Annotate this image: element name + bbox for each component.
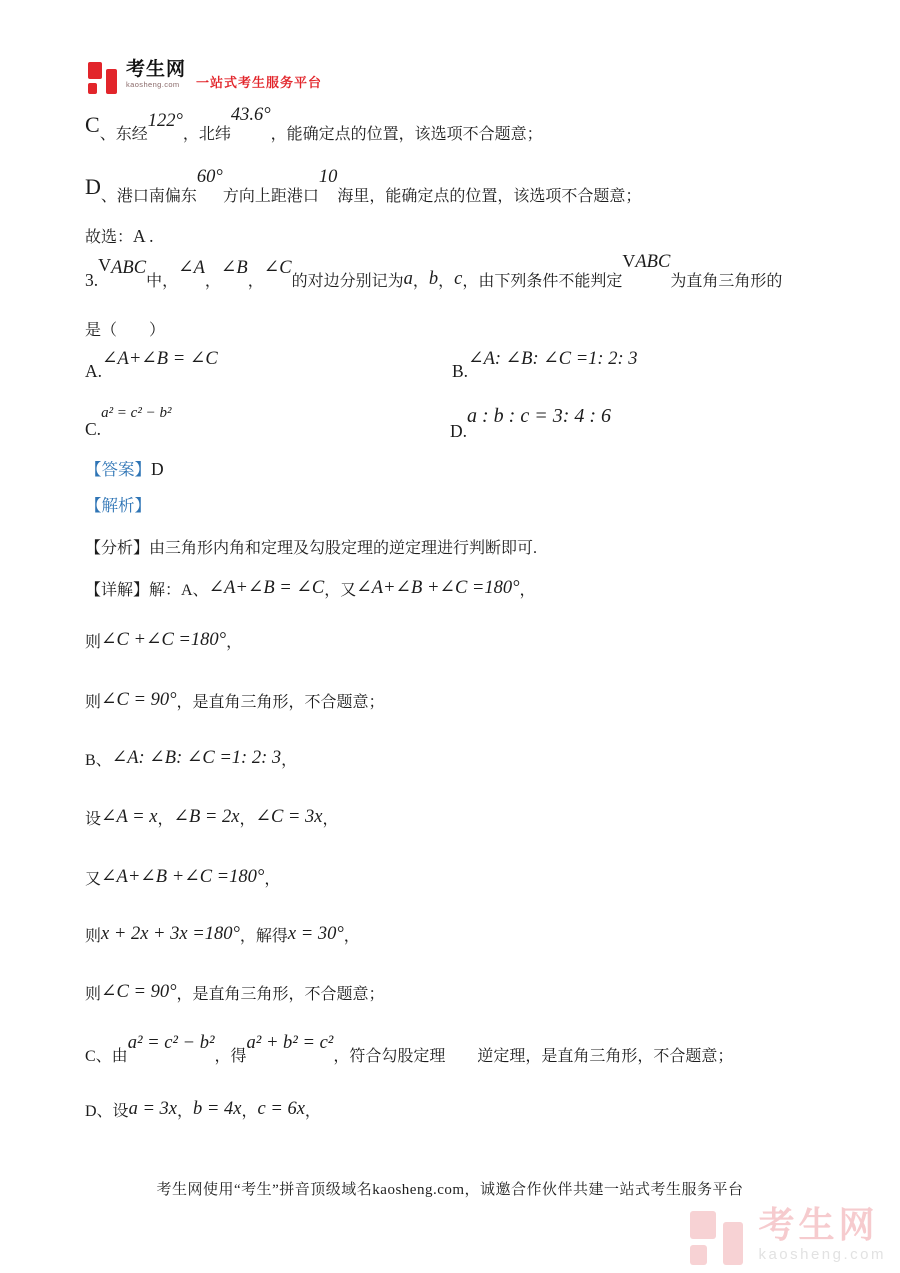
text-segment: ∠A = x <box>101 807 158 827</box>
text-segment: D <box>151 459 164 479</box>
choice-a <box>85 349 218 385</box>
choice-c <box>85 405 172 442</box>
text-segment: B、 <box>85 752 112 769</box>
detail-line <box>85 1033 734 1069</box>
text-segment: 【解析】 <box>85 496 151 515</box>
text-segment: D、设 <box>85 1103 129 1120</box>
text-segment: 【详解】解：A、 <box>85 582 209 599</box>
text-segment: 、东经 <box>99 126 148 143</box>
text-segment: ，是直角三角形，不合题意； <box>176 986 385 1003</box>
text-segment: ， <box>239 811 256 828</box>
text-segment: ∠C = 90° <box>101 982 177 1002</box>
text-segment: 则 <box>85 986 102 1003</box>
text-segment: 逆定理，是直角三角形，不合题意； <box>477 1048 734 1065</box>
text-segment: c <box>454 269 463 289</box>
text-segment: ， <box>177 1103 194 1120</box>
text-segment: ，是直角三角形，不合题意； <box>176 694 385 711</box>
watermark-block-icon <box>690 1211 716 1239</box>
kaosheng-logo-icon <box>88 60 120 96</box>
text-segment: ， <box>247 273 264 290</box>
watermark-block-icon <box>690 1245 707 1265</box>
kaosheng-watermark <box>690 1204 886 1269</box>
text-segment: a = 3x <box>128 1099 178 1119</box>
text-segment: A. <box>85 361 103 381</box>
text-segment: b = 4x <box>193 1099 242 1119</box>
text-segment: C. <box>85 419 102 439</box>
text-segment: ，能确定点的位置，该选项不合题意； <box>270 126 543 143</box>
kaosheng-logo <box>88 60 322 96</box>
answer-line <box>85 458 164 482</box>
text-segment: ∠A: ∠B: ∠C =1: 2: 3 <box>111 748 282 768</box>
text-segment: ∠C = 90° <box>101 690 177 710</box>
question-3-prompt <box>85 320 165 342</box>
text-segment: ∠C = 3x <box>255 807 323 827</box>
text-segment: b <box>428 269 439 289</box>
text-segment: x + 2x + 3x =180° <box>101 924 240 944</box>
text-segment: ， <box>226 634 243 651</box>
text-segment: 则 <box>85 634 102 651</box>
choice-b <box>452 349 638 385</box>
text-segment: ， <box>264 871 281 888</box>
text-segment: ， <box>322 811 339 828</box>
text-segment: 60° <box>196 167 223 187</box>
text-segment: ∠A <box>178 258 205 278</box>
text-segment: 故选： <box>85 229 134 246</box>
watermark-block-icon <box>723 1222 743 1265</box>
logo-block-icon <box>88 62 102 79</box>
watermark-name: 考生网 <box>758 1204 879 1245</box>
text-segment: 又 <box>85 871 102 888</box>
text-segment: ∠C +∠C =180° <box>101 630 227 650</box>
text-segment: a² + b² = c² <box>246 1033 334 1053</box>
text-segment: a² = c² − b² <box>101 405 172 421</box>
detail-line <box>85 748 297 773</box>
text-segment: ∠C <box>263 258 292 278</box>
detail-line <box>85 1099 321 1124</box>
text-segment: ，又 <box>324 582 357 599</box>
text-segment: a <box>403 269 413 289</box>
text-segment: A . <box>133 226 154 246</box>
text-segment <box>445 1046 477 1068</box>
watermark-text <box>758 1204 886 1263</box>
text-segment: 122° <box>147 111 183 131</box>
text-segment: 海里，能确定点的位置，该选项不合题意； <box>337 188 642 205</box>
conclusion-line <box>85 225 153 249</box>
watermark-domain: kaosheng.com <box>758 1246 886 1263</box>
text-segment: V <box>622 251 636 271</box>
text-segment: ，由下列条件不能判定 <box>462 273 623 290</box>
text-segment: ， <box>241 1103 258 1120</box>
text-segment: ∠A+∠B +∠C =180° <box>356 578 520 598</box>
text-segment: ，北纬 <box>182 126 231 143</box>
text-segment: 的对边分别记为 <box>291 273 404 290</box>
text-segment: 方向上距港口 <box>222 188 319 205</box>
text-segment: ABC <box>111 258 147 278</box>
text-segment: C、由 <box>85 1048 128 1065</box>
logo-block-icon <box>88 83 97 94</box>
text-segment: D. <box>450 421 468 441</box>
analysis-header <box>85 495 151 518</box>
text-segment: V <box>98 255 112 275</box>
text-segment: ， <box>438 273 455 290</box>
text-segment: 为直角三角形的 <box>670 273 783 290</box>
text-segment: 10 <box>318 167 338 187</box>
choice-d <box>450 405 612 445</box>
logo-slogan: 一站式考生服务平台 <box>196 75 323 90</box>
text-segment: 则 <box>85 694 102 711</box>
detail-line <box>85 690 385 715</box>
text-segment: 3. <box>85 270 99 290</box>
text-segment: ∠A: ∠B: ∠C =1: 2: 3 <box>468 349 638 369</box>
text-segment: 【分析】由三角形内角和定理及勾股定理的逆定理进行判断即可. <box>85 540 538 557</box>
text-segment: a : b : c = 3: 4 : 6 <box>467 405 612 427</box>
text-segment: 是（ ） <box>85 322 166 339</box>
text-segment: 、港口南偏东 <box>100 188 197 205</box>
text-segment: 43.6° <box>230 105 271 125</box>
text-segment: c = 6x <box>257 1099 305 1119</box>
logo-name: 考生网 <box>126 59 187 80</box>
text-segment: C <box>85 112 100 137</box>
text-segment: ABC <box>635 252 671 272</box>
footer-note: 考生网使用“考生”拼音顶级域名kaosheng.com，诚邀合作伙伴共建一站式考生服务平台 <box>156 1182 744 1198</box>
detail-line <box>85 578 536 603</box>
kaosheng-watermark-icon <box>690 1207 748 1269</box>
text-segment: ∠A+∠B = ∠C <box>208 578 325 598</box>
option-c-statement <box>85 105 543 147</box>
text-segment: ， <box>204 273 221 290</box>
logo-block-icon <box>106 69 117 94</box>
text-segment: ， <box>157 811 174 828</box>
detail-line <box>85 982 385 1007</box>
text-segment: ， <box>519 582 536 599</box>
text-segment: ，解得 <box>239 928 288 945</box>
text-segment: ， <box>304 1103 321 1120</box>
text-segment: ， <box>281 752 298 769</box>
option-d-statement <box>85 167 642 209</box>
text-segment: x = 30° <box>287 924 344 944</box>
detail-line <box>85 807 339 832</box>
text-segment: ， <box>412 273 429 290</box>
text-segment: 中， <box>146 273 179 290</box>
text-segment: ∠B <box>220 258 248 278</box>
text-segment: ∠A+∠B = ∠C <box>102 349 218 369</box>
text-segment: ，得 <box>214 1048 247 1065</box>
text-segment: ，符合勾股定理 <box>333 1048 446 1065</box>
text-segment: 则 <box>85 928 102 945</box>
text-segment: 【答案】 <box>85 460 151 479</box>
text-segment: ， <box>343 928 360 945</box>
logo-domain: kaosheng.com <box>126 80 180 89</box>
detail-line <box>85 924 360 949</box>
text-segment: B. <box>452 361 469 381</box>
analysis-line <box>85 538 537 560</box>
text-segment: ∠B = 2x <box>173 807 240 827</box>
text-segment: ∠A+∠B +∠C =180° <box>101 867 265 887</box>
logo-text <box>126 60 186 89</box>
question-3-stem <box>85 251 783 294</box>
text-segment: D <box>85 174 101 199</box>
detail-line <box>85 630 242 655</box>
text-segment: 设 <box>85 811 102 828</box>
text-segment: a² = c² − b² <box>127 1033 215 1053</box>
detail-line <box>85 867 280 892</box>
